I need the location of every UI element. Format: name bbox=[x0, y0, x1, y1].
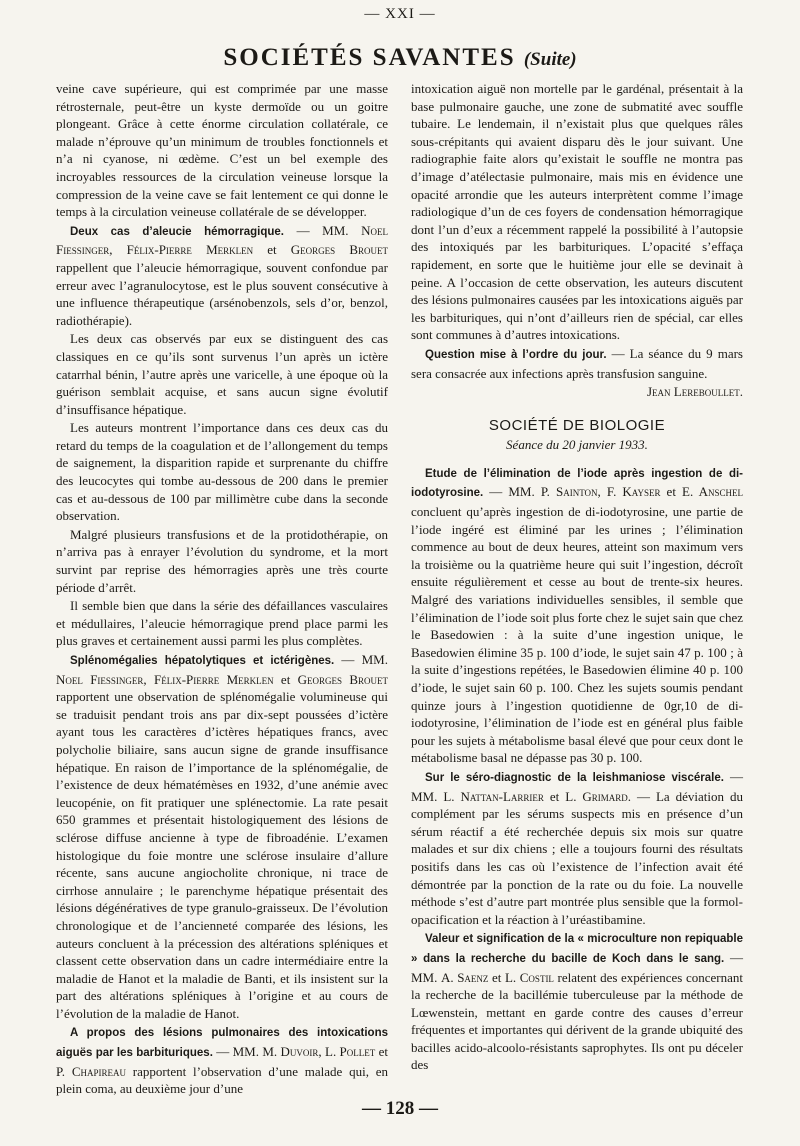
author: E. Anschel bbox=[682, 484, 743, 500]
abstract-heading: Splénomégalies hépatolytiques et ictérigènes. bbox=[70, 655, 335, 667]
abstract-barbituriques: A propos des lésions pulmonaires des intoxications aiguës par les barbituriques. — MM. M. Duvoir, L. Pollet et P. Chapireau rapportent l’observation d’une malade qui, en plein coma, au deuxième jour d’une bbox=[56, 1027, 389, 1097]
page-number: — 128 — bbox=[362, 1098, 438, 1119]
abstract-splenomegalies: Splénomégalies hépatolytiques et ictérigènes. — MM. Noel Fiessinger, Félix-Pierre Merklen et Georges Brouet rapportent une observation de splénomégalie volumineuse qui se traduisit pendant trois ans par dix-sept poussées d’ictère ayant tous les caractères d’ictères hépatiques francs, avec polycholie biliaire, sans aucun signe de grande insuffisance hépatique. En raison de l’importance de la splénomégalie, de l’existence de deux hématémèses en 1932, d’une anémie avec leucopénie, on fit pratiquer une splénectomie. La rate pesait 650 grammes et présentait histologiquement des lésions de sclérose diffuse ancienne à type de fibroadénie. L’examen histologique du foie montre une sclérose insulaire d’allure récente, sans aucune angiocholite chronique, ni trace de cirrhose annulaire ; le parenchyme hépatique présentait des lésions dégénératives de type granulo-graisseux. De l’évolution chronologique et de l’ancienneté comparée des lésions, les auteurs concluent à la précession des altérations spléniques et classent cette observation dans un cadre intermédiaire entre la maladie de Hanot et la maladie de Banti, et ils insistent sur la part des altérations spléniques à l’origine et au cours de l’évolution de la maladie de Hanot. bbox=[56, 652, 388, 1021]
abstract-heading: Valeur et signification de la « microculture non repiquable » dans la recherche du bacille de Koch dans le sang. bbox=[411, 933, 743, 965]
paragraph: intoxication aiguë non mortelle par le gardénal, présentait à la base pulmonaire gauche, une zone de submatité avec souffle tubaire. Le lendemain, il n’existait plus que quelques râles sous-crépitants qui avaient disparu dès le jour suivant. Une radiographie faite alors qu’existait le souffle ne montra pas d’image d’atélectasie pulmonaire, mais mis en évidence une opacité arrondie que les auteurs interprètent comme l’image radiologique d’un de ces foyers de condensation hémorragique dont l’un d’eux a récemment rappelé la possibilité à l’autopsie des intoxiqués par les barbituriques. L’opacité s’effaça rapidement, en sorte que le huitième jour elle se devinait à peine. A l’occasion de cette observation, les auteurs discutent des lésions pulmonaires causées par les intoxications aiguës par les barbituriques, qui n’ont d’ailleurs rien de spécial, car elles sont communes à d’autres intoxications. bbox=[411, 81, 743, 343]
section-subtitle: Séance du 20 janvier 1933. bbox=[506, 437, 648, 453]
author: Noel Fiessinger bbox=[56, 671, 144, 687]
right-column bbox=[411, 80, 743, 1075]
abstract-aleucie: Deux cas d’aleucie hémorragique. — MM. Noel Fiessinger, Félix-Pierre Merklen et Georges Brouet rappellent que l’aleucie hémorragique, souvent confondue par erreur avec l’agranulocytose, est le plus souvent consécutive à une influence thérapeutique (arsénobenzols, sels d’or, benzol, radiothérapie). bbox=[56, 222, 388, 328]
author: F. Kayser bbox=[606, 484, 661, 500]
paragraph: Les deux cas observés par eux se distinguent des cas classiques en ce qu’ils sont survenus l’un après un ictère catarrhal bénin, l’autre après une varicelle, à une époque où la guérison semblait acquise, et sans aucun signe évolutif d’insuffisance hépatique. bbox=[56, 331, 388, 417]
author: Félix-Pierre Merklen bbox=[126, 242, 254, 258]
abstract-heading: Etude de l’élimination de l’iode après ingestion de di-iodotyrosine. bbox=[411, 467, 743, 500]
author: P. Sainton bbox=[540, 484, 598, 500]
paragraph: Les auteurs montrent l’importance dans ces deux cas du retard du temps de la coagulation et de l’allongement du temps de saignement, la disparition rapide et surprenante du chiffre des leucocytes qui tombe au-dessous de 200 dans le premier cas et au-dessous de 100 par millimètre cube dans la seconde observation. bbox=[56, 420, 388, 524]
author: Georges Brouet bbox=[290, 242, 388, 258]
title-text: SOCIÉTÉS SAVANTES bbox=[223, 44, 516, 71]
author: Georges Brouet bbox=[297, 671, 388, 687]
author: Noel Fiessinger bbox=[56, 222, 388, 258]
abstract-heading: A propos des lésions pulmonaires des intoxications aiguës par les barbituriques. bbox=[56, 1027, 388, 1060]
section-title: SOCIÉTÉ DE BIOLOGIE bbox=[488, 416, 666, 434]
abstract-iode: Etude de l’élimination de l’iode après ingestion de di-iodotyrosine. — MM. P. Sainton, F. Kayser et E. Anschel concluent qu’après ingestion de di-iodotyrosine, une partie de l’iode ingéré est éliminé par les urines ; l’élimination commence au bout de deux heures, atteint son maximum vers la troisième ou la quatrième heure qui suit l’ingestion, décroît ensuite régulièrement et cesse au bout de trente-six heures. Malgré des variations individuelles sensibles, il semble que l’élimination de l’iode soit plus forte chez le sujet sain que chez le Basedowien : à la suite d’une ingestion unique, le Basedowien élimine 35 p. 100 d’iode, le sujet sain 47 p. 100 ; à la suite d’ingestions repétées, le Basedowien élimine 40 p. 100 d’iode, le sujet sain 60 p. 100. Chez les sujets soumis pendant quinze jours à l’ingestion quotidienne de 0gr,10 de di-iodotyrosine, l’élimination de l’iode est en général plus faible pour les sujets à métabolisme basal élevé que pour ceux dont le métabolisme basal ne dépasse pas 30 p. 100. bbox=[411, 467, 743, 766]
author: L. Nattan-Larrier bbox=[443, 788, 544, 804]
author: L. Pollet bbox=[325, 1044, 376, 1060]
abstract-leishmaniose: Sur le séro-diagnostic de la leishmaniose viscérale. — MM. L. Nattan-Larrier et L. Grimard. — La déviation du complément par les sérums suspects mis en présence d’un sérum réactif a été recherchée depuis six mois sur quatre malades et sur dix chiens ; elle a toujours fourni des résultats positifs dans les cas où l’existence de l’infection avait été démontrée par la ponction de la rate ou du foie. La nouvelle méthode s’est d’autre part montrée plus sensible que la formol-opacification et la réaction à l’uréastibamine. bbox=[411, 768, 743, 927]
abstract-heading: Question mise à l’ordre du jour. bbox=[425, 348, 607, 361]
author: L. Grimard bbox=[565, 788, 628, 804]
paragraph: Il semble bien que dans la série des défaillances vasculaires et médullaires, l’aleucie hémorragique prend place parmi les plus graves et certainement aussi parmi les plus complètes. bbox=[56, 598, 388, 649]
author: Félix-Pierre Merklen bbox=[153, 671, 274, 687]
agenda-question: Question mise à l’ordre du jour. — La séance du 9 mars sera consacrée aux infections après transfusion sanguine. bbox=[411, 345, 743, 381]
abstract-microculture: Valeur et signification de la « microculture non repiquable » dans la recherche du bacille de Koch dans le sang. — MM. A. Saenz et L. Costil relatent des expériences concernant la recherche de la bacillémie tuberculeuse par la méthode de Lœwenstein, mettant en garde contre des causes d’erreur fréquentes et importantes qui dérivent de la grande ubiquité des bacilles acido-alcoolo-résistants saprophytes. Ils ont pu déceler des bbox=[411, 933, 743, 1073]
signature: Jean Lereboullet. bbox=[647, 384, 743, 400]
running-title bbox=[0, 44, 800, 72]
author: L. Costil bbox=[504, 969, 554, 985]
paragraph: veine cave supérieure, qui est comprimée par une masse rétrosternale, peut-être un kyste dermoïde ou un goitre plongeant. Grâce à cette énorme circulation collatérale, ce malade n’éprouve qu’un minimum de troubles fonctionnels et n’a ni cyanose, ni œdème. C’est un bel exemple des incroyables ressources de la circulation veineuse lorsque la compression de la veine cave se fait lentement ce qui donne le temps à la circulation veineuse collatérale de se développer. bbox=[56, 81, 388, 220]
abstract-heading: Deux cas d’aleucie hémorragique. bbox=[70, 225, 284, 238]
paragraph: Malgré plusieurs transfusions et de la protidothérapie, on n’arriva pas à enrayer l’évolution du syndrome, et la mort survint par reprise des hémorragies après une très courte période d’arrêt. bbox=[56, 526, 388, 595]
author: P. Chapireau bbox=[56, 1063, 126, 1079]
author: A. Saenz bbox=[440, 969, 489, 985]
roman-page-number: — XXI — bbox=[364, 6, 436, 22]
abstract-heading: Sur le séro-diagnostic de la leishmaniose viscérale. bbox=[425, 771, 724, 784]
left-column bbox=[56, 80, 388, 1099]
title-suite: (Suite) bbox=[523, 49, 577, 70]
author: M. Duvoir bbox=[262, 1044, 319, 1060]
